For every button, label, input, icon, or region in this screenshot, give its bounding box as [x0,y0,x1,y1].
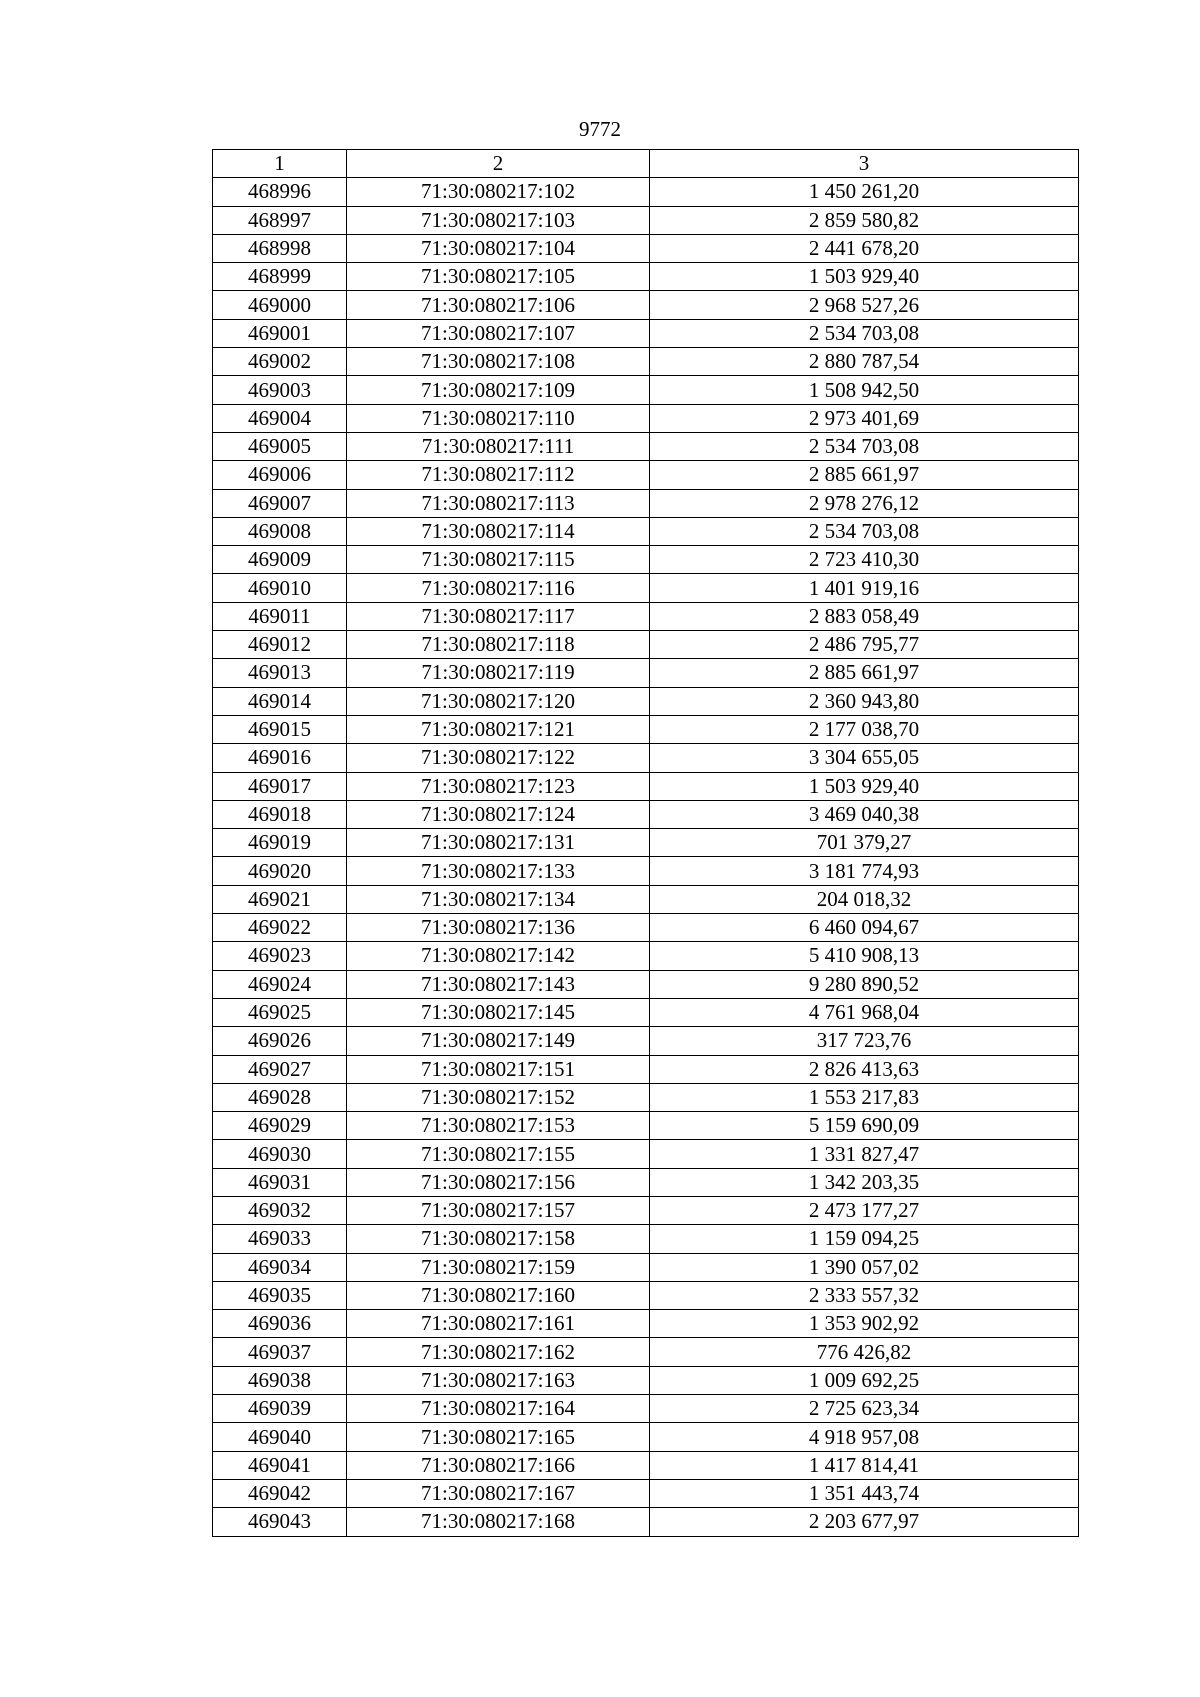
value-cell: 1 503 929,40 [650,263,1079,291]
row-number-cell: 469028 [213,1083,347,1111]
value-cell: 1 159 094,25 [650,1225,1079,1253]
table-row [213,263,1079,291]
table-row [213,234,1079,262]
row-number-cell: 469010 [213,574,347,602]
table-row [213,1310,1079,1338]
value-cell: 2 473 177,27 [650,1196,1079,1224]
value-cell: 2 859 580,82 [650,206,1079,234]
column-header-3: 3 [650,150,1079,178]
table-row [213,1451,1079,1479]
table-row [213,1281,1079,1309]
table-row [213,800,1079,828]
table-row [213,1168,1079,1196]
cadastral-number-cell: 71:30:080217:160 [347,1281,650,1309]
row-number-cell: 469012 [213,631,347,659]
cadastral-number-cell: 71:30:080217:116 [347,574,650,602]
cadastral-number-cell: 71:30:080217:153 [347,1112,650,1140]
value-cell: 5 410 908,13 [650,942,1079,970]
value-cell: 2 885 661,97 [650,461,1079,489]
cadastral-number-cell: 71:30:080217:145 [347,998,650,1026]
cadastral-number-cell: 71:30:080217:165 [347,1423,650,1451]
value-cell: 1 417 814,41 [650,1451,1079,1479]
table-row [213,404,1079,432]
data-table [212,149,1079,1537]
row-number-cell: 469015 [213,715,347,743]
cadastral-number-cell: 71:30:080217:168 [347,1508,650,1536]
value-cell: 701 379,27 [650,829,1079,857]
cadastral-number-cell: 71:30:080217:104 [347,234,650,262]
row-number-cell: 469033 [213,1225,347,1253]
table-row [213,687,1079,715]
value-cell: 3 469 040,38 [650,800,1079,828]
value-cell: 204 018,32 [650,885,1079,913]
row-number-cell: 469027 [213,1055,347,1083]
value-cell: 1 351 443,74 [650,1479,1079,1507]
table-row [213,574,1079,602]
cadastral-number-cell: 71:30:080217:163 [347,1366,650,1394]
value-cell: 2 486 795,77 [650,631,1079,659]
row-number-cell: 469023 [213,942,347,970]
table-row [213,546,1079,574]
cadastral-number-cell: 71:30:080217:115 [347,546,650,574]
row-number-cell: 469037 [213,1338,347,1366]
row-number-cell: 469036 [213,1310,347,1338]
table-row [213,432,1079,460]
value-cell: 4 918 957,08 [650,1423,1079,1451]
row-number-cell: 469011 [213,602,347,630]
row-number-cell: 469042 [213,1479,347,1507]
table-row [213,376,1079,404]
value-cell: 317 723,76 [650,1027,1079,1055]
table-row [213,885,1079,913]
table-row [213,1366,1079,1394]
cadastral-number-cell: 71:30:080217:156 [347,1168,650,1196]
table-row [213,829,1079,857]
row-number-cell: 468998 [213,234,347,262]
cadastral-number-cell: 71:30:080217:103 [347,206,650,234]
table-row [213,659,1079,687]
cadastral-number-cell: 71:30:080217:118 [347,631,650,659]
row-number-cell: 469041 [213,1451,347,1479]
value-cell: 2 333 557,32 [650,1281,1079,1309]
value-cell: 1 508 942,50 [650,376,1079,404]
cadastral-number-cell: 71:30:080217:152 [347,1083,650,1111]
table-row [213,1423,1079,1451]
row-number-cell: 469020 [213,857,347,885]
table-row [213,998,1079,1026]
value-cell: 6 460 094,67 [650,914,1079,942]
row-number-cell: 469001 [213,319,347,347]
row-number-cell: 469017 [213,772,347,800]
cadastral-number-cell: 71:30:080217:112 [347,461,650,489]
table-row [213,1083,1079,1111]
row-number-cell: 469014 [213,687,347,715]
row-number-cell: 469004 [213,404,347,432]
value-cell: 1 009 692,25 [650,1366,1079,1394]
cadastral-number-cell: 71:30:080217:106 [347,291,650,319]
value-cell: 2 883 058,49 [650,602,1079,630]
cadastral-number-cell: 71:30:080217:121 [347,715,650,743]
value-cell: 3 304 655,05 [650,744,1079,772]
column-header-1: 1 [213,150,347,178]
cadastral-number-cell: 71:30:080217:157 [347,1196,650,1224]
table-row [213,1027,1079,1055]
value-cell: 2 723 410,30 [650,546,1079,574]
value-cell: 1 553 217,83 [650,1083,1079,1111]
value-cell: 2 441 678,20 [650,234,1079,262]
row-number-cell: 469005 [213,432,347,460]
cadastral-number-cell: 71:30:080217:120 [347,687,650,715]
value-cell: 2 725 623,34 [650,1395,1079,1423]
cadastral-number-cell: 71:30:080217:108 [347,348,650,376]
value-cell: 2 885 661,97 [650,659,1079,687]
data-table-container [212,149,1079,1537]
value-cell: 2 968 527,26 [650,291,1079,319]
cadastral-number-cell: 71:30:080217:111 [347,432,650,460]
cadastral-number-cell: 71:30:080217:158 [347,1225,650,1253]
cadastral-number-cell: 71:30:080217:166 [347,1451,650,1479]
row-number-cell: 469018 [213,800,347,828]
value-cell: 2 973 401,69 [650,404,1079,432]
row-number-cell: 469008 [213,517,347,545]
page-number: 9772 [579,117,621,141]
value-cell: 776 426,82 [650,1338,1079,1366]
table-row [213,744,1079,772]
row-number-cell: 469021 [213,885,347,913]
table-row [213,942,1079,970]
value-cell: 5 159 690,09 [650,1112,1079,1140]
row-number-cell: 469040 [213,1423,347,1451]
row-number-cell: 469043 [213,1508,347,1536]
cadastral-number-cell: 71:30:080217:123 [347,772,650,800]
value-cell: 1 390 057,02 [650,1253,1079,1281]
row-number-cell: 469007 [213,489,347,517]
cadastral-number-cell: 71:30:080217:119 [347,659,650,687]
table-row [213,1479,1079,1507]
value-cell: 2 880 787,54 [650,348,1079,376]
row-number-cell: 469000 [213,291,347,319]
row-number-cell: 469026 [213,1027,347,1055]
table-row [213,206,1079,234]
cadastral-number-cell: 71:30:080217:142 [347,942,650,970]
row-number-cell: 469030 [213,1140,347,1168]
value-cell: 1 401 919,16 [650,574,1079,602]
table-row [213,857,1079,885]
value-cell: 1 450 261,20 [650,178,1079,206]
row-number-cell: 469025 [213,998,347,1026]
row-number-cell: 469038 [213,1366,347,1394]
cadastral-number-cell: 71:30:080217:110 [347,404,650,432]
cadastral-number-cell: 71:30:080217:105 [347,263,650,291]
table-row [213,489,1079,517]
cadastral-number-cell: 71:30:080217:102 [347,178,650,206]
table-row [213,631,1079,659]
row-number-cell: 469024 [213,970,347,998]
cadastral-number-cell: 71:30:080217:143 [347,970,650,998]
value-cell: 1 503 929,40 [650,772,1079,800]
row-number-cell: 469009 [213,546,347,574]
cadastral-number-cell: 71:30:080217:164 [347,1395,650,1423]
cadastral-number-cell: 71:30:080217:131 [347,829,650,857]
row-number-cell: 468999 [213,263,347,291]
cadastral-number-cell: 71:30:080217:162 [347,1338,650,1366]
value-cell: 2 534 703,08 [650,517,1079,545]
table-row [213,178,1079,206]
row-number-cell: 469039 [213,1395,347,1423]
row-number-cell: 469032 [213,1196,347,1224]
cadastral-number-cell: 71:30:080217:136 [347,914,650,942]
cadastral-number-cell: 71:30:080217:155 [347,1140,650,1168]
cadastral-number-cell: 71:30:080217:133 [347,857,650,885]
row-number-cell: 469016 [213,744,347,772]
cadastral-number-cell: 71:30:080217:107 [347,319,650,347]
table-body [213,178,1079,1536]
value-cell: 4 761 968,04 [650,998,1079,1026]
cadastral-number-cell: 71:30:080217:109 [347,376,650,404]
row-number-cell: 469019 [213,829,347,857]
row-number-cell: 469029 [213,1112,347,1140]
value-cell: 9 280 890,52 [650,970,1079,998]
table-row [213,1253,1079,1281]
cadastral-number-cell: 71:30:080217:161 [347,1310,650,1338]
table-row [213,1140,1079,1168]
table-row [213,461,1079,489]
cadastral-number-cell: 71:30:080217:134 [347,885,650,913]
table-row [213,715,1079,743]
value-cell: 2 203 677,97 [650,1508,1079,1536]
row-number-cell: 469022 [213,914,347,942]
row-number-cell: 469031 [213,1168,347,1196]
row-number-cell: 469035 [213,1281,347,1309]
value-cell: 1 331 827,47 [650,1140,1079,1168]
table-row [213,517,1079,545]
row-number-cell: 469034 [213,1253,347,1281]
value-cell: 2 534 703,08 [650,319,1079,347]
value-cell: 1 342 203,35 [650,1168,1079,1196]
table-row [213,1055,1079,1083]
table-row [213,1196,1079,1224]
cadastral-number-cell: 71:30:080217:124 [347,800,650,828]
cadastral-number-cell: 71:30:080217:113 [347,489,650,517]
table-row [213,319,1079,347]
table-row [213,291,1079,319]
value-cell: 3 181 774,93 [650,857,1079,885]
row-number-cell: 469006 [213,461,347,489]
table-row [213,1395,1079,1423]
value-cell: 2 360 943,80 [650,687,1079,715]
table-row [213,914,1079,942]
table-row [213,602,1079,630]
cadastral-number-cell: 71:30:080217:167 [347,1479,650,1507]
row-number-cell: 469013 [213,659,347,687]
cadastral-number-cell: 71:30:080217:149 [347,1027,650,1055]
table-header-row [213,150,1079,178]
cadastral-number-cell: 71:30:080217:122 [347,744,650,772]
cadastral-number-cell: 71:30:080217:159 [347,1253,650,1281]
cadastral-number-cell: 71:30:080217:151 [347,1055,650,1083]
cadastral-number-cell: 71:30:080217:117 [347,602,650,630]
table-row [213,348,1079,376]
row-number-cell: 469002 [213,348,347,376]
table-row [213,1508,1079,1536]
cadastral-number-cell: 71:30:080217:114 [347,517,650,545]
row-number-cell: 469003 [213,376,347,404]
column-header-2: 2 [347,150,650,178]
table-row [213,772,1079,800]
value-cell: 2 826 413,63 [650,1055,1079,1083]
value-cell: 2 534 703,08 [650,432,1079,460]
row-number-cell: 468997 [213,206,347,234]
row-number-cell: 468996 [213,178,347,206]
value-cell: 1 353 902,92 [650,1310,1079,1338]
table-row [213,1225,1079,1253]
table-row [213,1112,1079,1140]
table-row [213,970,1079,998]
table-row [213,1338,1079,1366]
value-cell: 2 978 276,12 [650,489,1079,517]
value-cell: 2 177 038,70 [650,715,1079,743]
